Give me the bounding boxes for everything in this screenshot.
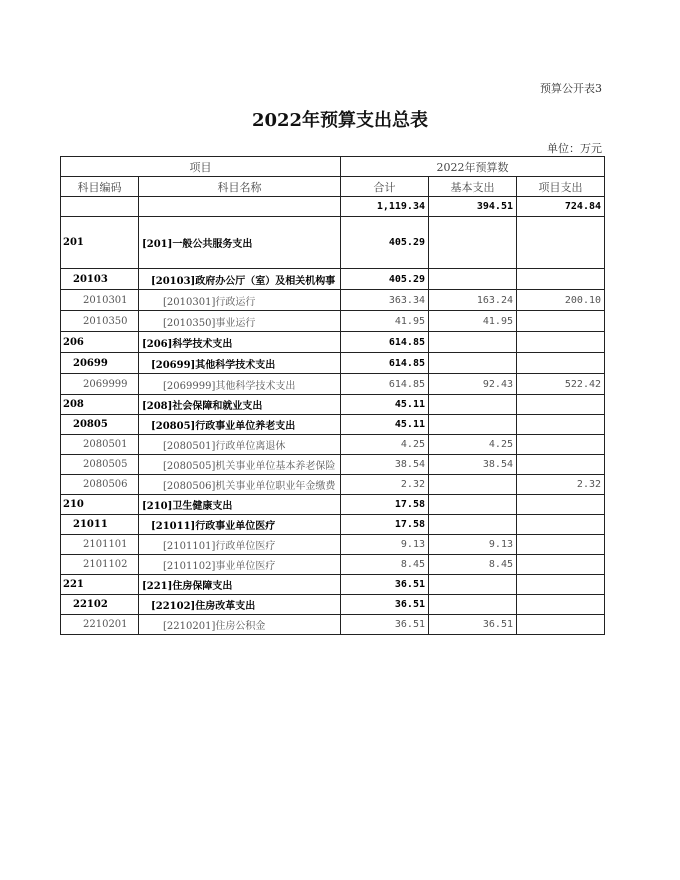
row-item: 522.42 (517, 374, 605, 395)
row-item (517, 217, 605, 269)
row-total: 17.58 (341, 495, 429, 515)
row-basic (429, 495, 517, 515)
row-basic: 8.45 (429, 555, 517, 575)
unit-label: 单位：万元 (547, 142, 602, 155)
row-basic (429, 595, 517, 615)
row-basic: 41.95 (429, 311, 517, 332)
budget-header: 2022年预算数 (341, 157, 605, 177)
table-row (61, 615, 605, 635)
row-code: 206 (61, 332, 139, 353)
table-row (61, 595, 605, 615)
row-basic: 4.25 (429, 435, 517, 455)
row-item (517, 435, 605, 455)
row-basic: 163.24 (429, 290, 517, 311)
row-name: [22102]住房改革支出 (139, 595, 341, 615)
table-row (61, 290, 605, 311)
row-total: 614.85 (341, 353, 429, 374)
row-name: [20805]行政事业单位养老支出 (139, 415, 341, 435)
table-row (61, 515, 605, 535)
table-row (61, 455, 605, 475)
row-item (517, 535, 605, 555)
row-basic (429, 395, 517, 415)
row-code: 208 (61, 395, 139, 415)
summary-basic: 394.51 (429, 197, 517, 217)
row-name: [2010301]行政运行 (139, 290, 341, 311)
summary-row (61, 197, 605, 217)
table-row (61, 353, 605, 374)
row-basic (429, 415, 517, 435)
summary-item: 724.84 (517, 197, 605, 217)
table-row (61, 435, 605, 455)
project-header: 项目 (61, 157, 341, 177)
budget-table (60, 156, 605, 635)
row-code: 2080505 (61, 455, 139, 475)
row-name: [2080505]机关事业单位基本养老保险 (139, 455, 341, 475)
row-name: [2101102]事业单位医疗 (139, 555, 341, 575)
row-item: 2.32 (517, 475, 605, 495)
row-item (517, 311, 605, 332)
row-code: 2010350 (61, 311, 139, 332)
row-code: 2069999 (61, 374, 139, 395)
table-row (61, 269, 605, 290)
row-basic (429, 332, 517, 353)
row-basic (429, 217, 517, 269)
row-item (517, 353, 605, 374)
row-item (517, 455, 605, 475)
row-code: 20103 (61, 269, 139, 290)
row-item (517, 615, 605, 635)
row-name: [21011]行政事业单位医疗 (139, 515, 341, 535)
row-item (517, 555, 605, 575)
table-row (61, 575, 605, 595)
row-total: 36.51 (341, 595, 429, 615)
row-total: 36.51 (341, 575, 429, 595)
row-code: 22102 (61, 595, 139, 615)
table-row (61, 395, 605, 415)
row-name: [206]科学技术支出 (139, 332, 341, 353)
row-code: 2101102 (61, 555, 139, 575)
row-name: [2101101]行政单位医疗 (139, 535, 341, 555)
row-total: 614.85 (341, 374, 429, 395)
row-item: 200.10 (517, 290, 605, 311)
row-code: 221 (61, 575, 139, 595)
row-item (517, 515, 605, 535)
total-header: 合计 (341, 177, 429, 197)
row-name: [20699]其他科学技术支出 (139, 353, 341, 374)
row-basic (429, 269, 517, 290)
table-row (61, 217, 605, 269)
row-name: [2080506]机关事业单位职业年金缴费 (139, 475, 341, 495)
row-item (517, 575, 605, 595)
row-name: [2069999]其他科学技术支出 (139, 374, 341, 395)
row-code: 2210201 (61, 615, 139, 635)
row-item (517, 395, 605, 415)
row-code: 201 (61, 217, 139, 269)
row-basic: 9.13 (429, 535, 517, 555)
table-reference-label: 预算公开表3 (540, 82, 602, 95)
table-row (61, 332, 605, 353)
row-name: [2210201]住房公积金 (139, 615, 341, 635)
row-item (517, 332, 605, 353)
code-header: 科目编码 (61, 177, 139, 197)
table-row (61, 535, 605, 555)
row-total: 363.34 (341, 290, 429, 311)
row-item (517, 269, 605, 290)
row-name: [221]住房保障支出 (139, 575, 341, 595)
row-name: [2010350]事业运行 (139, 311, 341, 332)
row-item (517, 495, 605, 515)
row-total: 36.51 (341, 615, 429, 635)
row-item (517, 415, 605, 435)
row-total: 45.11 (341, 415, 429, 435)
basic-header: 基本支出 (429, 177, 517, 197)
row-basic: 38.54 (429, 455, 517, 475)
name-header: 科目名称 (139, 177, 341, 197)
table-row (61, 555, 605, 575)
header-row-2 (61, 177, 605, 197)
row-basic (429, 475, 517, 495)
row-basic: 36.51 (429, 615, 517, 635)
row-name: [210]卫生健康支出 (139, 495, 341, 515)
row-code: 2010301 (61, 290, 139, 311)
table-row (61, 495, 605, 515)
row-code: 2101101 (61, 535, 139, 555)
table-row (61, 374, 605, 395)
row-name: [20103]政府办公厅（室）及相关机构事 (139, 269, 341, 290)
row-total: 8.45 (341, 555, 429, 575)
row-code: 20699 (61, 353, 139, 374)
row-basic (429, 515, 517, 535)
row-total: 17.58 (341, 515, 429, 535)
row-code: 2080506 (61, 475, 139, 495)
summary-total: 1,119.34 (341, 197, 429, 217)
row-total: 405.29 (341, 269, 429, 290)
table-row (61, 475, 605, 495)
row-name: [208]社会保障和就业支出 (139, 395, 341, 415)
table-row (61, 415, 605, 435)
row-total: 2.32 (341, 475, 429, 495)
row-total: 9.13 (341, 535, 429, 555)
row-total: 405.29 (341, 217, 429, 269)
row-total: 45.11 (341, 395, 429, 415)
row-item (517, 595, 605, 615)
row-total: 38.54 (341, 455, 429, 475)
row-code: 21011 (61, 515, 139, 535)
row-code: 20805 (61, 415, 139, 435)
row-code: 2080501 (61, 435, 139, 455)
item-header: 项目支出 (517, 177, 605, 197)
row-basic (429, 575, 517, 595)
table-row (61, 311, 605, 332)
row-basic: 92.43 (429, 374, 517, 395)
header-row-1 (61, 157, 605, 177)
row-name: [201]一般公共服务支出 (139, 217, 341, 269)
row-total: 41.95 (341, 311, 429, 332)
row-code: 210 (61, 495, 139, 515)
row-basic (429, 353, 517, 374)
row-name: [2080501]行政单位离退休 (139, 435, 341, 455)
row-total: 614.85 (341, 332, 429, 353)
page-title: 2022年预算支出总表 (251, 110, 429, 131)
row-total: 4.25 (341, 435, 429, 455)
